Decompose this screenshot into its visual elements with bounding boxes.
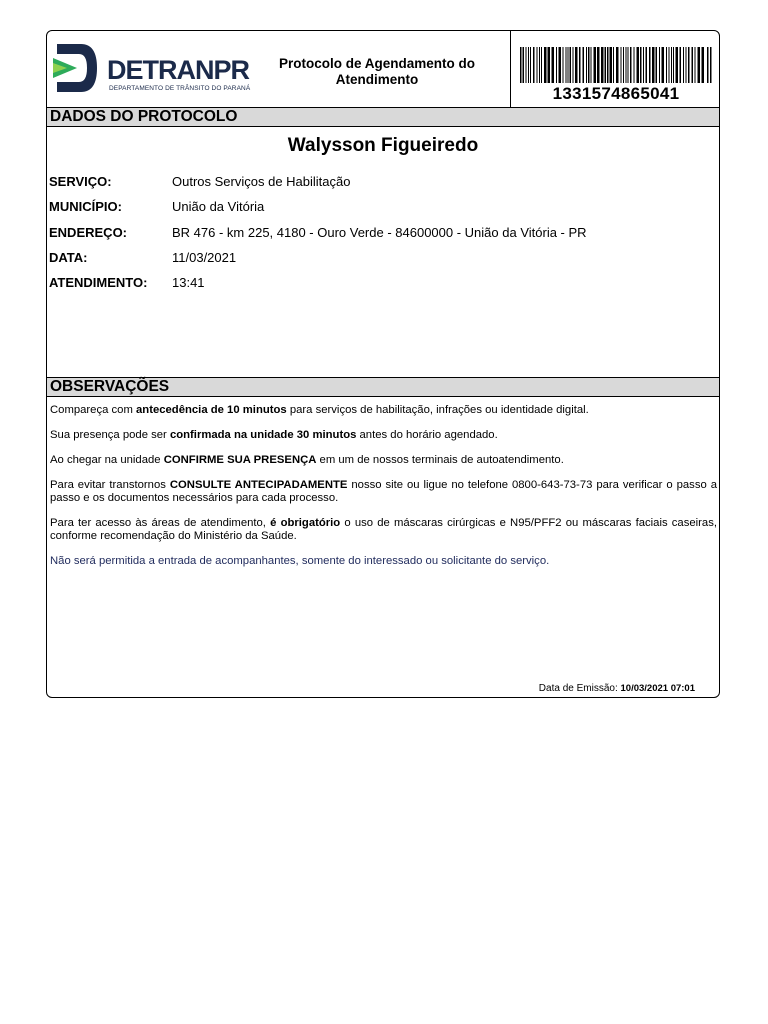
document-title: Protocolo de Agendamento do Atendimento <box>278 56 475 87</box>
document-header <box>47 31 719 107</box>
protocol-section-heading: DADOS DO PROTOCOLO <box>47 107 719 127</box>
brand-name: DETRANPR <box>107 55 250 85</box>
observation-paragraph: Para evitar transtornos CONSULTE ANTECIPADAMENTE nosso site ou ligue no telefone 0800-643-73-73 para verificar o passo a passo e os documentos necessários para cada processo. <box>50 479 717 504</box>
detran-logo <box>51 42 251 94</box>
observation-notice: Não será permitida a entrada de acompanhantes, somente do interessado ou solicitante do serviço. <box>50 555 550 567</box>
observation-paragraph: Ao chegar na unidade CONFIRME SUA PRESENÇA em um de nossos terminais de autoatendimento. <box>50 454 564 466</box>
field-value: 11/03/2021 <box>172 249 237 265</box>
field-value: União da Vitória <box>172 199 265 215</box>
protocol-card <box>46 30 720 698</box>
field-value: 13:41 <box>172 275 205 291</box>
protocol-number: 1331574865041 <box>552 84 680 103</box>
field-label: SERVIÇO: <box>49 174 112 189</box>
field-label: DATA: <box>49 249 88 265</box>
brand-subtitle: DEPARTAMENTO DE TRÂNSITO DO PARANÁ <box>109 85 251 92</box>
field-label: ATENDIMENTO: <box>49 275 148 291</box>
emission-date <box>539 683 695 694</box>
observation-paragraph: Para ter acesso às áreas de atendimento, é obrigatório o uso de máscaras cirúrgicas e N95/PFF2 ou máscaras faciais caseiras, conforme recomendação do Ministério da Saúde. <box>50 517 717 542</box>
barcode-box <box>510 31 720 107</box>
observation-paragraph: Compareça com antecedência de 10 minutos para serviços de habilitação, infrações ou identidade digital. <box>50 404 589 416</box>
protocol-barcode <box>520 47 712 83</box>
detran-emblem-icon <box>51 42 103 94</box>
emission-label: Data de Emissão: <box>538 683 618 694</box>
field-label: MUNICÍPIO: <box>49 199 122 215</box>
field-label: ENDEREÇO: <box>49 224 128 240</box>
observation-paragraph: Sua presença pode ser confirmada na unidade 30 minutos antes do horário agendado. <box>50 429 498 441</box>
observations-list <box>50 404 717 580</box>
field-value: BR 476 - km 225, 4180 - Ouro Verde - 84600000 - União da Vitória - PR <box>172 224 587 240</box>
observations-section-heading: OBSERVAÇÕES <box>47 377 719 397</box>
emission-value: 10/03/2021 07:01 <box>620 683 695 694</box>
field-value: Outros Serviços de Habilitação <box>172 174 351 189</box>
person-name: Walysson Figueiredo <box>287 135 479 156</box>
